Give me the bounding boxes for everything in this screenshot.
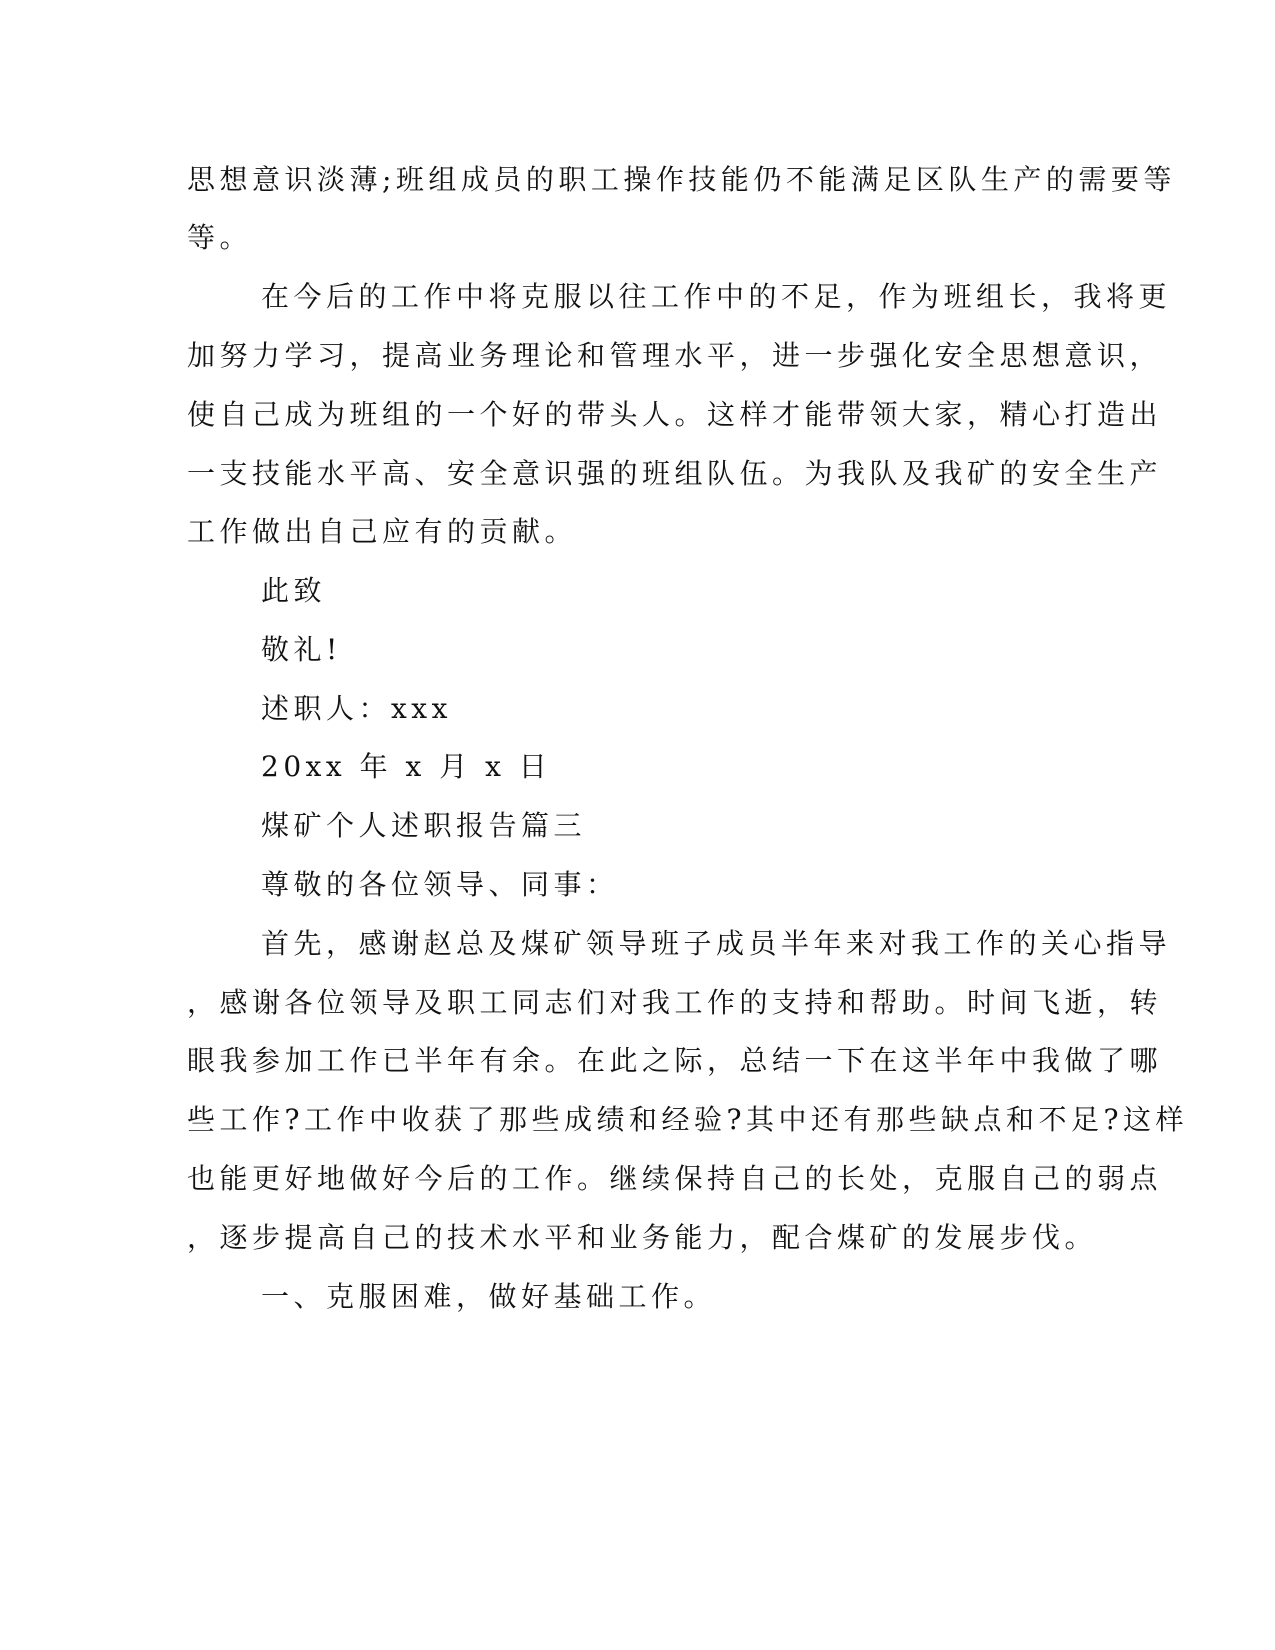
date-line: 20xx 年 x 月 x 日	[261, 750, 552, 783]
paragraph-line: ，逐步提高自己的技术水平和业务能力，配合煤矿的发展步伐。	[187, 1221, 1098, 1254]
paragraph-line: 思想意识淡薄;班组成员的职工操作技能仍不能满足区队生产的需要等	[187, 163, 1176, 196]
paragraph-line: ，感谢各位领导及职工同志们对我工作的支持和帮助。时间飞逝，转	[187, 986, 1163, 1019]
paragraph-line: 在今后的工作中将克服以往工作中的不足，作为班组长，我将更	[261, 280, 1172, 313]
salutation-regards: 敬礼!	[261, 633, 342, 666]
paragraph-line: 眼我参加工作已半年有余。在此之际，总结一下在这半年中我做了哪	[187, 1044, 1163, 1077]
paragraph-line: 使自己成为班组的一个好的带头人。这样才能带领大家，精心打造出	[187, 398, 1163, 431]
subheading: 一、克服困难，做好基础工作。	[261, 1280, 717, 1313]
paragraph-line: 些工作?工作中收获了那些成绩和经验?其中还有那些缺点和不足?这样	[187, 1103, 1189, 1136]
paragraph-line: 一支技能水平高、安全意识强的班组队伍。为我队及我矿的安全生产	[187, 457, 1163, 490]
paragraph-line: 等。	[187, 221, 253, 254]
paragraph-line: 也能更好地做好今后的工作。继续保持自己的长处，克服自己的弱点	[187, 1162, 1163, 1195]
paragraph-line: 首先，感谢赵总及煤矿领导班子成员半年来对我工作的关心指导	[261, 927, 1172, 960]
paragraph-line: 工作做出自己应有的贡献。	[187, 515, 578, 548]
section-title: 煤矿个人述职报告篇三	[261, 809, 587, 842]
paragraph-line: 加努力学习，提高业务理论和管理水平，进一步强化安全思想意识，	[187, 339, 1163, 372]
greeting-line: 尊敬的各位领导、同事：	[261, 868, 619, 901]
signature-line: 述职人：xxx	[261, 692, 452, 725]
salutation-closing: 此致	[261, 574, 327, 607]
